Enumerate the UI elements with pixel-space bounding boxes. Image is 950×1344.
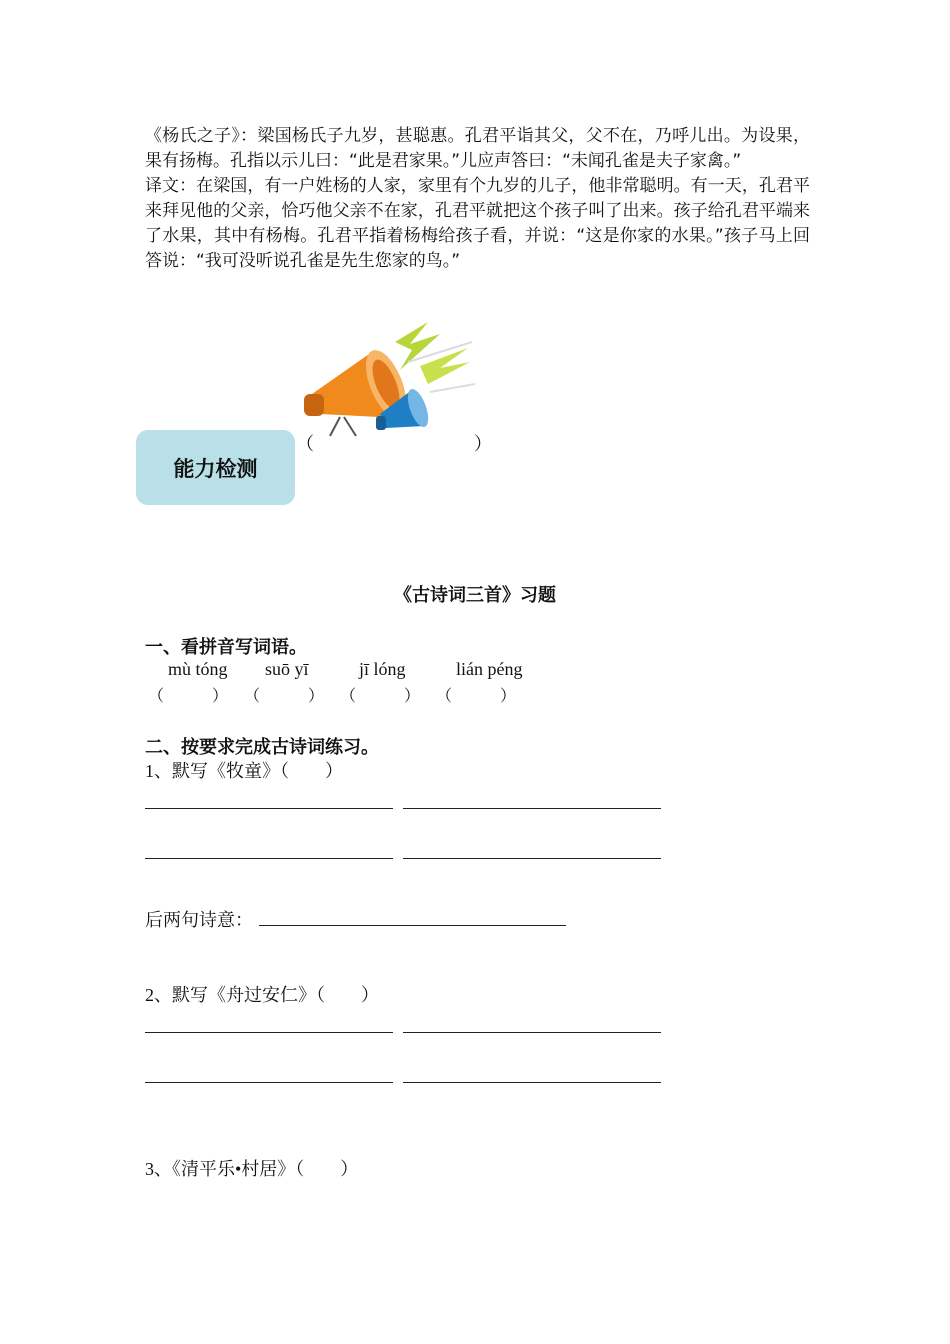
answer-line[interactable] (403, 1082, 661, 1083)
answer-line[interactable] (145, 1082, 393, 1083)
question-1-label: 1、默写《牧童》（ ） (145, 761, 343, 781)
pinyin-3: jī lóng (359, 659, 406, 679)
answer-blank-3[interactable]: （ ） (340, 688, 421, 705)
answer-line[interactable] (403, 858, 661, 859)
poem-meaning-line[interactable] (259, 911, 566, 926)
story-translation-text: 译文：在梁国，有一户姓杨的人家，家里有个九岁的儿子，他非常聪明。有一天，孔君平来拜见他的父亲，恰巧他父亲不在家，孔君平就把这个孩子叫了出来。孩子给孔君平端来了水果，其中有杨梅。孔君平指着杨梅给孩子看，并说：“这是你家的水果。”孩子马上回答说：“我可没听说孔雀是先生您家的鸟。” (145, 176, 810, 271)
worksheet-title: 《古诗词三首》习题 (394, 585, 556, 606)
pinyin-row (0, 659, 950, 683)
answer-line[interactable] (403, 808, 661, 809)
megaphone-icon (300, 322, 480, 440)
right-paren: ） (474, 434, 492, 454)
left-paren: （ (296, 434, 314, 454)
answer-blank-1[interactable]: （ ） (148, 688, 229, 705)
question-3-label: 3、《清平乐•村居》（ ） (145, 1159, 359, 1179)
answer-line[interactable] (403, 1032, 661, 1033)
section1-heading: 一、看拼音写词语。 (145, 637, 307, 658)
ability-test-badge (136, 430, 295, 505)
pinyin-2: suō yī (265, 659, 309, 679)
answer-line[interactable] (145, 808, 393, 809)
section2-heading: 二、按要求完成古诗词练习。 (145, 737, 379, 758)
badge-label: 能力检测 (173, 456, 258, 481)
answer-line[interactable] (145, 1032, 393, 1033)
poem-meaning-label: 后两句诗意： (145, 910, 253, 930)
story-original-text: 《杨氏之子》：梁国杨氏子九岁，甚聪惠。孔君平诣其父，父不在，乃呼儿出。为设果，果有扬梅。孔指以示儿曰：“此是君家果。”儿应声答曰：“未闻孔雀是夫子家禽。” (145, 126, 810, 171)
pinyin-4: lián péng (456, 659, 523, 679)
answer-blank-4[interactable]: （ ） (436, 688, 517, 705)
question-2-label: 2、默写《舟过安仁》（ ） (145, 985, 379, 1005)
answer-blank-2[interactable]: （ ） (244, 688, 325, 705)
answer-line[interactable] (145, 858, 393, 859)
story-passage (145, 124, 810, 274)
answer-blank-row (0, 683, 950, 707)
pinyin-1: mù tóng (168, 659, 228, 679)
